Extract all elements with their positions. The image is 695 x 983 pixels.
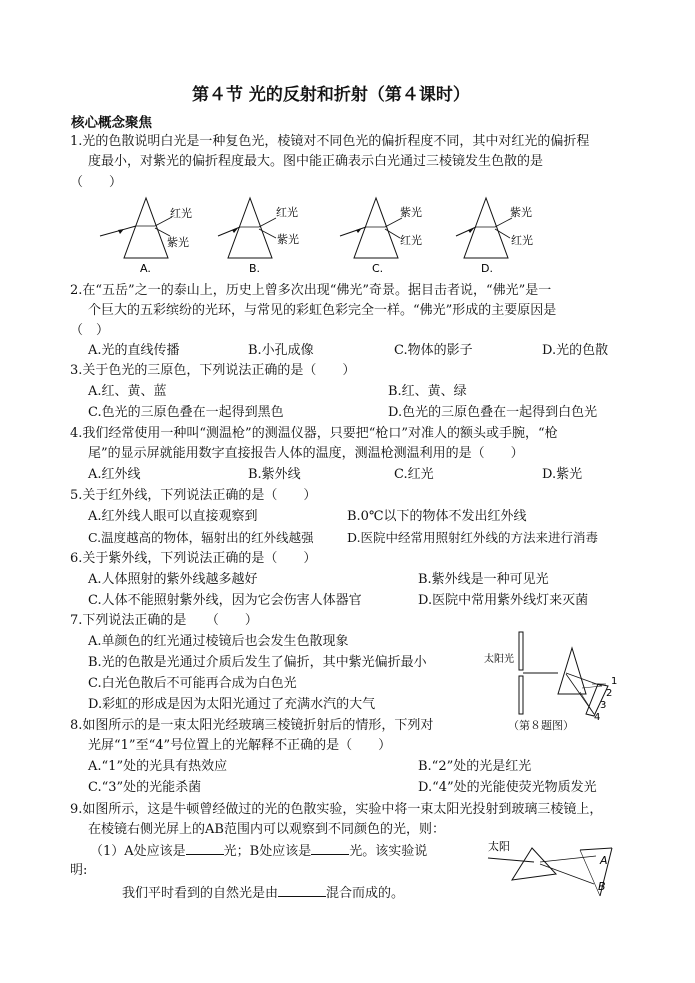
prism-c-bottom-label: 红光 — [400, 234, 422, 247]
question-7-option-d: D.彩虹的形成是因为太阳光通过了充满水汽的大气 — [88, 697, 376, 712]
question-5-option-a: A.红外线人眼可以直接观察到 — [88, 509, 258, 524]
figure-8-num-4: 4 — [594, 712, 601, 723]
question-8-option-d: D.“4”处的光能使荧光物质发光 — [418, 780, 597, 795]
prism-c-top-label: 紫光 — [400, 206, 422, 219]
question-1-line-2: 度最小，对紫光的偏折程度最大。图中能正确表示白光通过三棱镜发生色散的是 — [88, 154, 544, 169]
question-7-option-b: B.光的色散是光通过介质后发生了偏折，其中紫光偏折最小 — [88, 655, 427, 670]
answer-blank-a[interactable] — [186, 842, 224, 855]
prism-figure-b — [218, 198, 299, 275]
prism-b-top-label: 红光 — [276, 206, 298, 219]
figure-8-num-1: 1 — [611, 676, 618, 687]
prism-a-bottom-label: 紫光 — [167, 236, 189, 249]
question-3-option-a: A.红、黄、蓝 — [88, 384, 167, 399]
question-9-line-4: 明: — [70, 863, 88, 878]
question-5-line-1: 5.关于红外线，下列说法正确的是（ ） — [70, 488, 317, 503]
question-4-option-c: C.红光 — [394, 467, 434, 482]
section-heading: 核心概念聚焦 — [71, 115, 152, 131]
question-3-option-c: C.色光的三原色叠在一起得到黑色 — [88, 405, 284, 420]
question-9-line-2: 在棱镜右侧光屏上的AB范围内可以观察到不同颜色的光，则： — [88, 822, 445, 837]
prism-d-bottom-label: 红光 — [511, 234, 533, 247]
prism-a-letter: A. — [140, 262, 151, 275]
figure-8-caption: （第８题图） — [508, 719, 574, 732]
question-7-line-1: 7.下列说法正确的是 （ ） — [70, 613, 258, 628]
prism-figure-a — [100, 198, 192, 275]
question-5-option-b: B.0℃以下的物体不发出红外线 — [347, 509, 527, 524]
question-8-option-b: B.“2”处的光是红光 — [418, 759, 532, 774]
prism-figure-c — [340, 198, 422, 275]
figure-8-sun-label: 太阳光 — [484, 654, 514, 665]
question-7-option-a: A.单颜色的红光通过棱镜后也会发生色散现象 — [88, 634, 349, 649]
question-7-option-c: C.白光色散后不可能再合成为白色光 — [88, 676, 297, 691]
question-5-option-c: C.温度越高的物体，辐射出的红外线越强 — [88, 530, 314, 545]
answer-blank-b[interactable] — [311, 842, 349, 855]
question-4-option-b: B.紫外线 — [248, 467, 301, 482]
question-3-option-d: D.色光的三原色叠在一起得到白色光 — [388, 405, 598, 420]
figure-9-label-b: B — [598, 880, 606, 893]
question-8-option-c: C.“3”处的光能杀菌 — [88, 780, 202, 795]
page-title: 第４节 光的反射和折射（第４课时） — [192, 85, 470, 105]
question-9-line-5 — [122, 884, 404, 902]
prism-d-top-label: 紫光 — [510, 206, 532, 219]
prism-figure-d — [456, 198, 533, 275]
question-6-option-c: C.人体不能照射紫外线，因为它会伤害人体器官 — [88, 593, 362, 608]
question-4-line-1: 4.我们经常使用一种叫“测温枪”的测温仪器，只要把“枪口”对准人的额头或手腕，“枪 — [70, 426, 558, 441]
question-2-line-3: （ ） — [70, 323, 110, 338]
question-9-figure — [480, 834, 630, 904]
question-8-option-a: A.“1”处的光具有热效应 — [88, 759, 228, 774]
question-4-option-a: A.红外线 — [88, 467, 141, 482]
question-1-line-1: 1.光的色散说明白光是一种复色光，棱镜对不同色光的偏折程度不同，其中对红光的偏折程 — [70, 134, 590, 149]
question-9-line-5-a: 我们平时看到的自然光是由 — [122, 886, 279, 901]
question-8-line-2: 光屏“1”至“4”号位置上的光解释不正确的是（ ） — [88, 738, 392, 753]
figure-9-sun-label: 太阳 — [488, 840, 510, 853]
question-9-part-1-a: （1）A处应该是 — [90, 844, 186, 859]
question-4-option-d: D.紫光 — [542, 467, 583, 482]
figure-8-num-2: 2 — [606, 688, 613, 699]
answer-blank-c[interactable] — [278, 884, 326, 897]
prism-a-top-label: 红光 — [170, 207, 192, 220]
prism-c-letter: C. — [372, 262, 384, 275]
question-9-line-1: 9.如图所示，这是牛顿曾经做过的光的色散实验，实验中将一束太阳光投射到玻璃三棱镜上， — [70, 802, 603, 817]
question-2-option-d: D.光的色散 — [542, 343, 609, 358]
question-6-option-d: D.医院中常用紫外线灯来灭菌 — [418, 593, 589, 608]
prism-b-bottom-label: 紫光 — [277, 233, 299, 246]
question-2-option-c: C.物体的影子 — [394, 343, 473, 358]
prism-d-letter: D. — [481, 262, 493, 275]
question-2-line-2: 个巨大的五彩缤纷的光环，与常见的彩虹色彩完全一样。“佛光”形成的主要原因是 — [88, 303, 557, 318]
figure-9-label-a: A — [600, 854, 608, 867]
question-4-line-2: 尾”的显示屏就能用数字直接报告人体的温度，测温枪测温利用的是（ ） — [88, 446, 524, 461]
question-6-line-1: 6.关于紫外线，下列说法正确的是（ ） — [70, 551, 317, 566]
prism-b-letter: B. — [249, 262, 261, 275]
question-6-option-b: B.紫外线是一种可见光 — [418, 572, 549, 587]
question-1-prism-figures — [0, 0, 695, 290]
question-2-option-a: A.光的直线传播 — [88, 343, 180, 358]
question-9-line-5-b: 混合而成的。 — [326, 886, 405, 901]
question-9-part-1-c: 光。该实验说 — [349, 844, 428, 859]
question-1-line-3: （ ） — [70, 175, 123, 190]
question-8-line-1: 8.如图所示的是一束太阳光经玻璃三棱镜折射后的情形，下列对 — [70, 718, 434, 733]
question-5-option-d: D.医院中经常用照射红外线的方法来进行消毒 — [347, 530, 599, 545]
question-9-part-1-b: 光；B处应该是 — [223, 844, 312, 859]
question-2-line-1: 2.在“五岳”之一的泰山上，历史上曾多次出现“佛光”奇景。据目击者说，“佛光”是一 — [70, 283, 552, 298]
question-3-line-1: 3.关于色光的三原色，下列说法正确的是（ ） — [70, 363, 356, 378]
question-6-option-a: A.人体照射的紫外线越多越好 — [88, 572, 258, 587]
question-3-option-b: B.红、黄、绿 — [388, 384, 467, 399]
question-2-option-b: B.小孔成像 — [248, 343, 314, 358]
question-9-part-1 — [90, 842, 427, 860]
figure-8-num-3: 3 — [600, 700, 607, 711]
